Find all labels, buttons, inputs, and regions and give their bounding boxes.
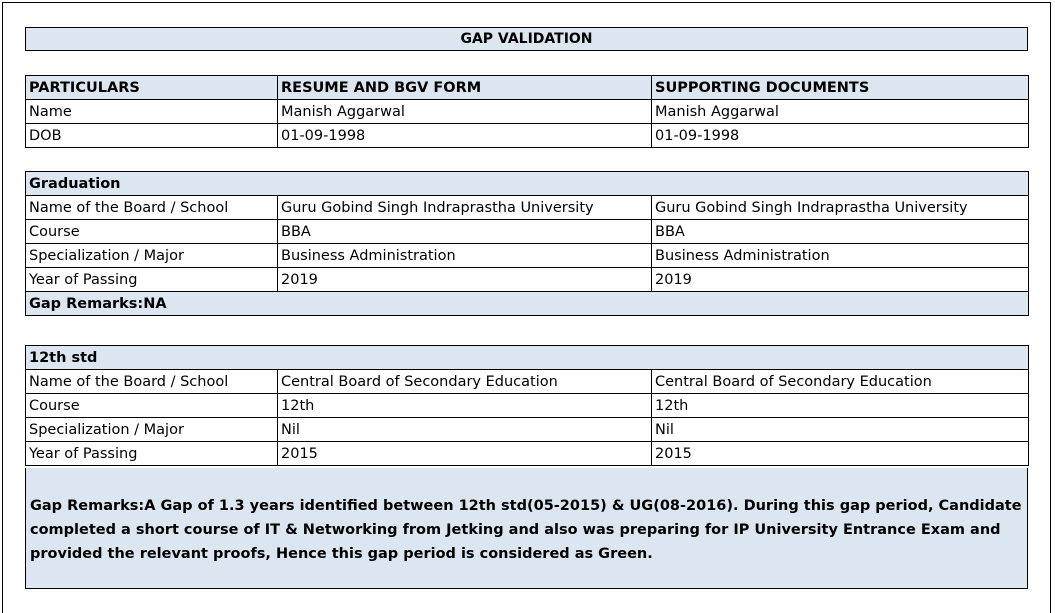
row-label: Specialization / Major bbox=[26, 244, 278, 268]
remarks-row bbox=[26, 292, 1029, 316]
docs-value: BBA bbox=[652, 220, 1029, 244]
docs-value: Nil bbox=[652, 418, 1029, 442]
resume-value: 2015 bbox=[278, 442, 652, 466]
resume-value: 01-09-1998 bbox=[278, 124, 652, 148]
table-row bbox=[26, 370, 1029, 394]
row-label: Specialization / Major bbox=[26, 418, 278, 442]
row-label: Name of the Board / School bbox=[26, 196, 278, 220]
docs-value: Central Board of Secondary Education bbox=[652, 370, 1029, 394]
row-label: Name of the Board / School bbox=[26, 370, 278, 394]
resume-value: 12th bbox=[278, 394, 652, 418]
header-row bbox=[26, 76, 1029, 100]
row-label: DOB bbox=[26, 124, 278, 148]
resume-value: Business Administration bbox=[278, 244, 652, 268]
docs-value: 2015 bbox=[652, 442, 1029, 466]
resume-value: Guru Gobind Singh Indraprastha University bbox=[278, 196, 652, 220]
graduation-section bbox=[25, 171, 1028, 316]
table-row bbox=[26, 196, 1029, 220]
docs-value: Business Administration bbox=[652, 244, 1029, 268]
docs-value: Guru Gobind Singh Indraprastha University bbox=[652, 196, 1029, 220]
section-heading: 12th std bbox=[26, 346, 1029, 370]
section-heading-row bbox=[26, 346, 1029, 370]
table-row bbox=[26, 100, 1029, 124]
column-header-particulars: PARTICULARS bbox=[26, 76, 278, 100]
gap-remarks-detailed: Gap Remarks:A Gap of 1.3 years identified between 12th std(05-2015) & UG(08-2016). During this gap period, Candidate completed a short course of IT & Networking from Jetking and also was preparing for IP University Entrance Exam and provided the relevant proofs, Hence this gap period is considered as Green. bbox=[25, 468, 1028, 589]
row-label: Course bbox=[26, 394, 278, 418]
resume-value: BBA bbox=[278, 220, 652, 244]
section-heading: Graduation bbox=[26, 172, 1029, 196]
section-heading-row bbox=[26, 172, 1029, 196]
column-header-resume: RESUME AND BGV FORM bbox=[278, 76, 652, 100]
resume-value: Nil bbox=[278, 418, 652, 442]
table-row bbox=[26, 442, 1029, 466]
graduation-table bbox=[25, 171, 1029, 316]
resume-value: Central Board of Secondary Education bbox=[278, 370, 652, 394]
personal-details-section bbox=[25, 75, 1028, 148]
row-label: Year of Passing bbox=[26, 268, 278, 292]
table-row bbox=[26, 394, 1029, 418]
twelfth-table bbox=[25, 345, 1029, 466]
docs-value: 12th bbox=[652, 394, 1029, 418]
docs-value: 2019 bbox=[652, 268, 1029, 292]
personal-details-table bbox=[25, 75, 1029, 148]
column-header-supporting: SUPPORTING DOCUMENTS bbox=[652, 76, 1029, 100]
docs-value: Manish Aggarwal bbox=[652, 100, 1029, 124]
row-label: Course bbox=[26, 220, 278, 244]
table-row bbox=[26, 220, 1029, 244]
gap-remarks: Gap Remarks:NA bbox=[26, 292, 1029, 316]
page-title: GAP VALIDATION bbox=[25, 27, 1028, 51]
table-row bbox=[26, 418, 1029, 442]
twelfth-section bbox=[25, 345, 1028, 466]
table-row bbox=[26, 244, 1029, 268]
row-label: Name bbox=[26, 100, 278, 124]
resume-value: Manish Aggarwal bbox=[278, 100, 652, 124]
table-row bbox=[26, 124, 1029, 148]
docs-value: 01-09-1998 bbox=[652, 124, 1029, 148]
resume-value: 2019 bbox=[278, 268, 652, 292]
table-row bbox=[26, 268, 1029, 292]
row-label: Year of Passing bbox=[26, 442, 278, 466]
